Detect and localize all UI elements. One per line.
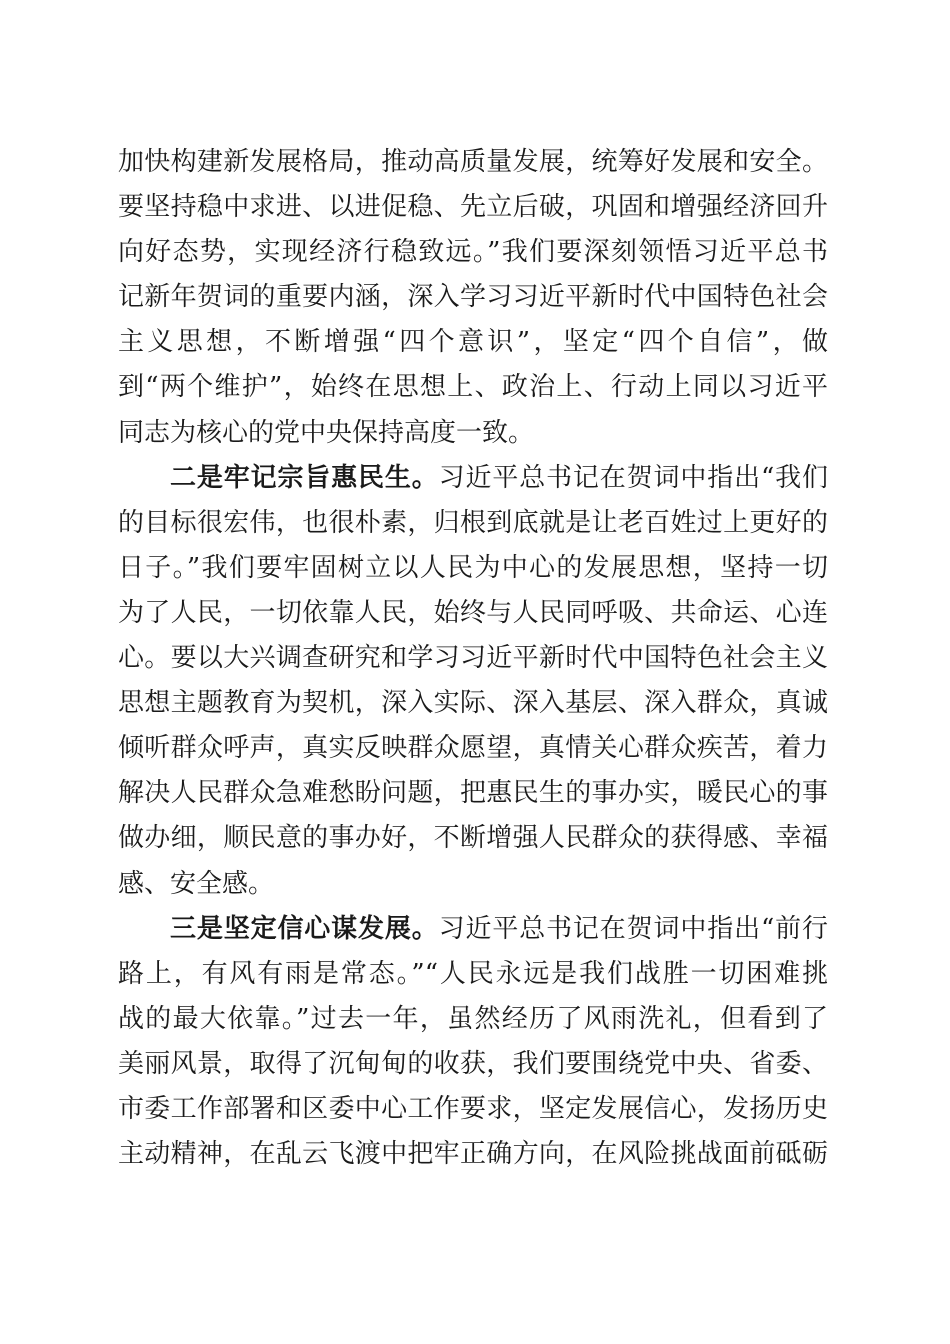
paragraph-heading: 三是坚定信心谋发展。 — [170, 913, 439, 944]
text-line: 主动精神，在乱云飞渡中把牢正确方向，在风险挑战面前砥砺 — [118, 1139, 828, 1170]
paragraph-heading: 二是牢记宗旨惠民生。 — [170, 462, 439, 493]
text-line: 倾听群众呼声，真实反映群众愿望，真情关心群众疾苦，着力 — [118, 733, 828, 764]
text-line: 解决人民群众急难愁盼问题，把惠民生的事办实，暖民心的事 — [118, 778, 828, 809]
text-line: 向好态势，实现经济行稳致远。”我们要深刻领悟习近平总书 — [118, 237, 828, 268]
text-line: 美丽风景，取得了沉甸甸的收获，我们要围绕党中央、省委、 — [118, 1048, 828, 1079]
text-line: 到“两个维护”，始终在思想上、政治上、行动上同以习近平 — [118, 372, 828, 403]
text-line: 感、安全感。 — [118, 868, 275, 899]
text-line: 同志为核心的党中央保持高度一致。 — [118, 417, 535, 448]
text-span: 习近平总书记在贺词中指出“前行 — [438, 913, 828, 944]
text-line: 记新年贺词的重要内涵，深入学习习近平新时代中国特色社会 — [118, 282, 828, 313]
text-line: 主义思想，不断增强“四个意识”，坚定“四个自信”，做 — [118, 327, 828, 358]
text-line: 日子。”我们要牢固树立以人民为中心的发展思想，坚持一切 — [118, 552, 828, 583]
text-line: 市委工作部署和区委中心工作要求，坚定发展信心，发扬历史 — [118, 1093, 828, 1124]
text-line: 战的最大依靠。”过去一年，虽然经历了风雨洗礼，但看到了 — [118, 1003, 828, 1034]
text-line: 心。要以大兴调查研究和学习习近平新时代中国特色社会主义 — [118, 643, 828, 674]
text-line: 做办细，顺民意的事办好，不断增强人民群众的获得感、幸福 — [118, 823, 828, 854]
text-line: 加快构建新发展格局，推动高质量发展，统筹好发展和安全。 — [118, 147, 828, 177]
text-line: 路上，有风有雨是常态。”“人民永远是我们战胜一切困难挑 — [118, 958, 828, 989]
text-line: 要坚持稳中求进、以进促稳、先立后破，巩固和增强经济回升 — [118, 192, 828, 223]
paragraph-first-line — [118, 907, 828, 952]
text-line: 的目标很宏伟，也很朴素，归根到底就是让老百姓过上更好的 — [118, 507, 828, 538]
body-text — [118, 140, 828, 1177]
text-line: 思想主题教育为契机，深入实际、深入基层、深入群众，真诚 — [118, 688, 828, 719]
text-span: 习近平总书记在贺词中指出“我们 — [438, 462, 828, 493]
text-line: 为了人民，一切依靠人民，始终与人民同呼吸、共命运、心连 — [118, 597, 828, 628]
paragraph-first-line — [118, 456, 828, 501]
